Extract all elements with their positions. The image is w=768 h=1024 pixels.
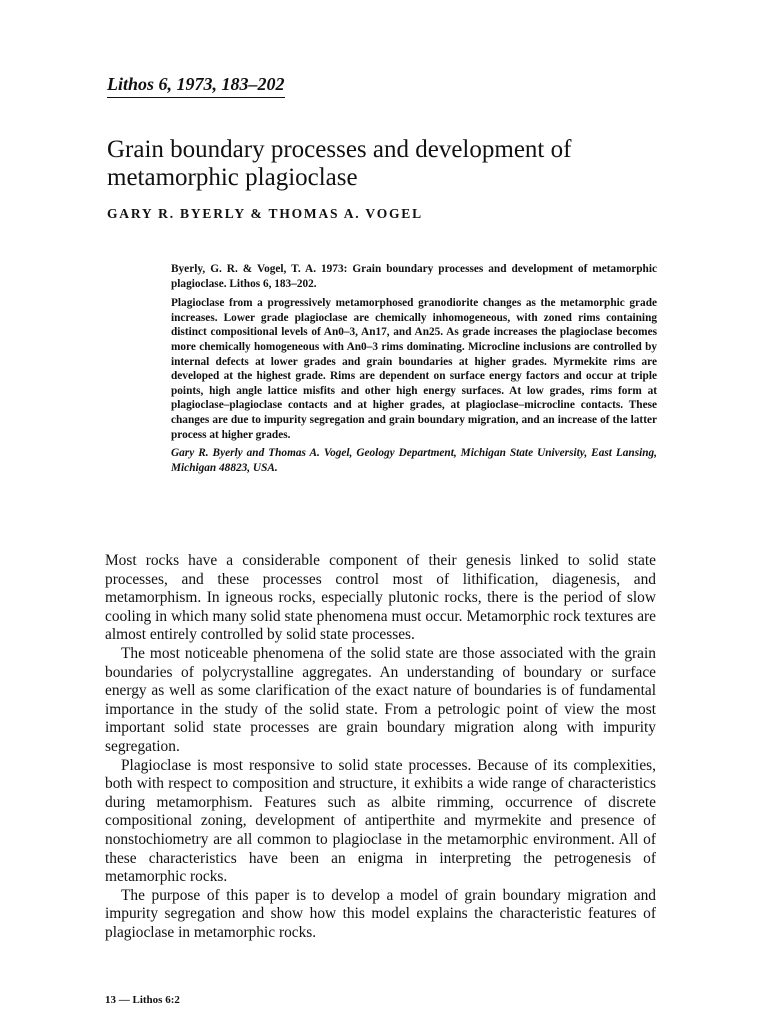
author-affiliation: Gary R. Byerly and Thomas A. Vogel, Geology Department, Michigan State University, East Lansing, Michigan 48823, USA. <box>171 447 657 474</box>
abstract-block <box>171 262 657 479</box>
abstract-citation: Byerly, G. R. & Vogel, T. A. 1973: Grain boundary processes and development of metamorphic plagioclase. Lithos 6, 183–202. <box>171 263 657 290</box>
main-body <box>105 552 656 942</box>
page-footer: 13 — Lithos 6:2 <box>105 994 180 1006</box>
body-paragraph: The purpose of this paper is to develop a model of grain boundary migration and impurity segregation and show how this model explains the characteristic features of plagioclase in metamorphic rocks. <box>105 886 656 941</box>
body-paragraph: Plagioclase is most responsive to solid state processes. Because of its complexities, both with respect to composition and structure, it exhibits a wide range of characteristics during metamorphism. Features such as albite rimming, occurrence of discrete compositional zoning, development of antiperthite and myrmekite and presence of nonstochiometry are all common to plagioclase in the metamorphic environment. All of these characteristics have been an enigma in interpreting the petrogenesis of metamorphic rocks. <box>105 756 656 886</box>
body-paragraph: Most rocks have a considerable component of their genesis linked to solid state processes, and these processes control most of lithification, diagenesis, and metamorphism. In igneous rocks, especially plutonic rocks, there is the period of slow cooling in which many solid state phenomena must occur. Metamorphic rock textures are almost entirely controlled by solid state processes. <box>105 552 656 644</box>
body-paragraph: The most noticeable phenomena of the solid state are those associated with the grain boundaries of polycrystalline aggregates. An understanding of boundary or surface energy as well as some clarification of the exact nature of boundaries is of fundamental importance in the study of the solid state. From a petrologic point of view the most important solid state processes are grain boundary migration along with impurity segregation. <box>105 644 656 755</box>
article-authors: GARY R. BYERLY & THOMAS A. VOGEL <box>107 206 423 221</box>
abstract-text: Plagioclase from a progressively metamorphosed granodiorite changes as the metamorphic grade increases. Lower grade plagioclase are chemically inhomogeneous, with zoned rims containing distinct compositional levels of An0–3, An17, and An25. As grade increases the plagioclase becomes more chemically homogeneous with An0–3 rims dominating. Microcline inclusions are controlled by internal defects at lower grades and grain boundaries at higher grades. Myrmekite rims are developed at the highest grade. Rims are dependent on surface energy factors and occur at triple points, high angle lattice misfits and other high energy surfaces. At low grades, rims form at plagioclase–plagioclase contacts and at higher grades, at plagioclase–microcline contacts. These changes are due to impurity segregation and grain boundary migration, and an increase of the latter process at higher grades. <box>171 297 657 441</box>
journal-reference: Lithos 6, 1973, 183–202 <box>107 74 285 98</box>
article-title: Grain boundary processes and development of metamorphic plagioclase <box>107 136 572 191</box>
